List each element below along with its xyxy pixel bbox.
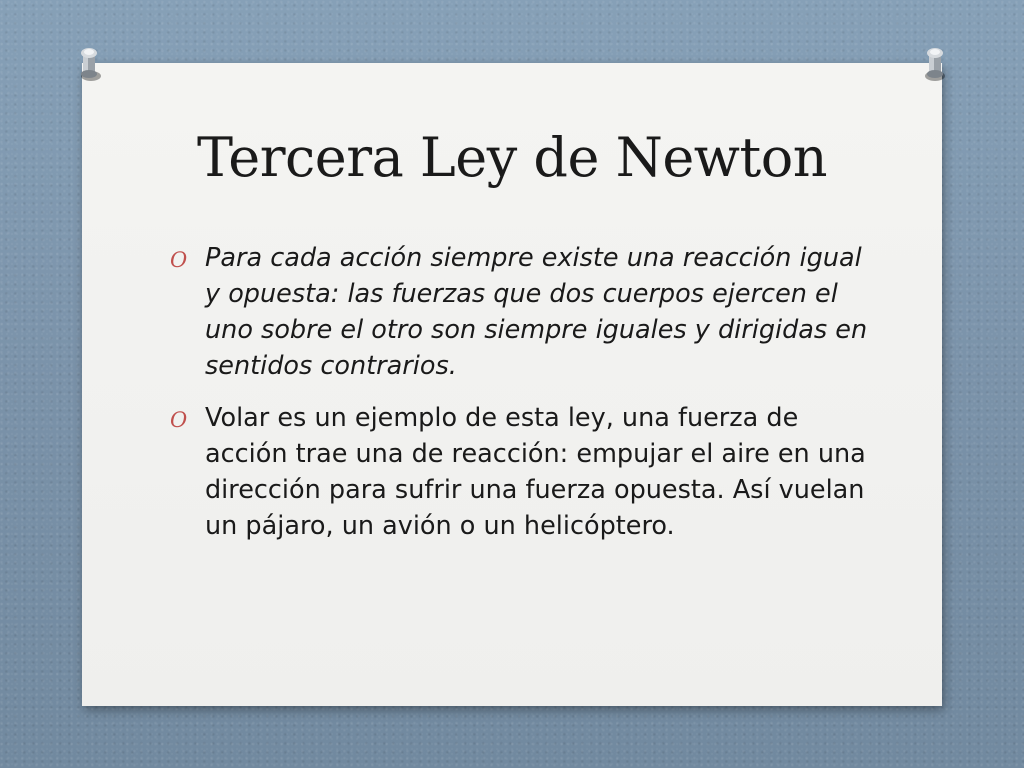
bullet-item — [170, 400, 870, 544]
slide-title: Tercera Ley de Newton — [196, 126, 828, 189]
bullet-list — [170, 240, 870, 560]
bullet-marker-icon: O — [170, 408, 188, 432]
pushpin-icon — [74, 44, 104, 82]
bullet-text: Para cada acción siempre existe una reacción igual y opuesta: las fuerzas que dos cuerpos ejercen el uno sobre el otro son siempre iguales y dirigidas en sentidos contrarios. — [205, 243, 868, 381]
bullet-item — [170, 240, 870, 384]
bullet-text: Volar es un ejemplo de esta ley, una fuerza de acción trae una de reacción: empujar el aire en una dirección para sufrir una fuerza opuesta. Así vuelan un pájaro, un avión o un helicóptero. — [205, 403, 866, 541]
bullet-marker-icon: O — [170, 248, 188, 272]
pushpin-icon — [920, 44, 950, 82]
